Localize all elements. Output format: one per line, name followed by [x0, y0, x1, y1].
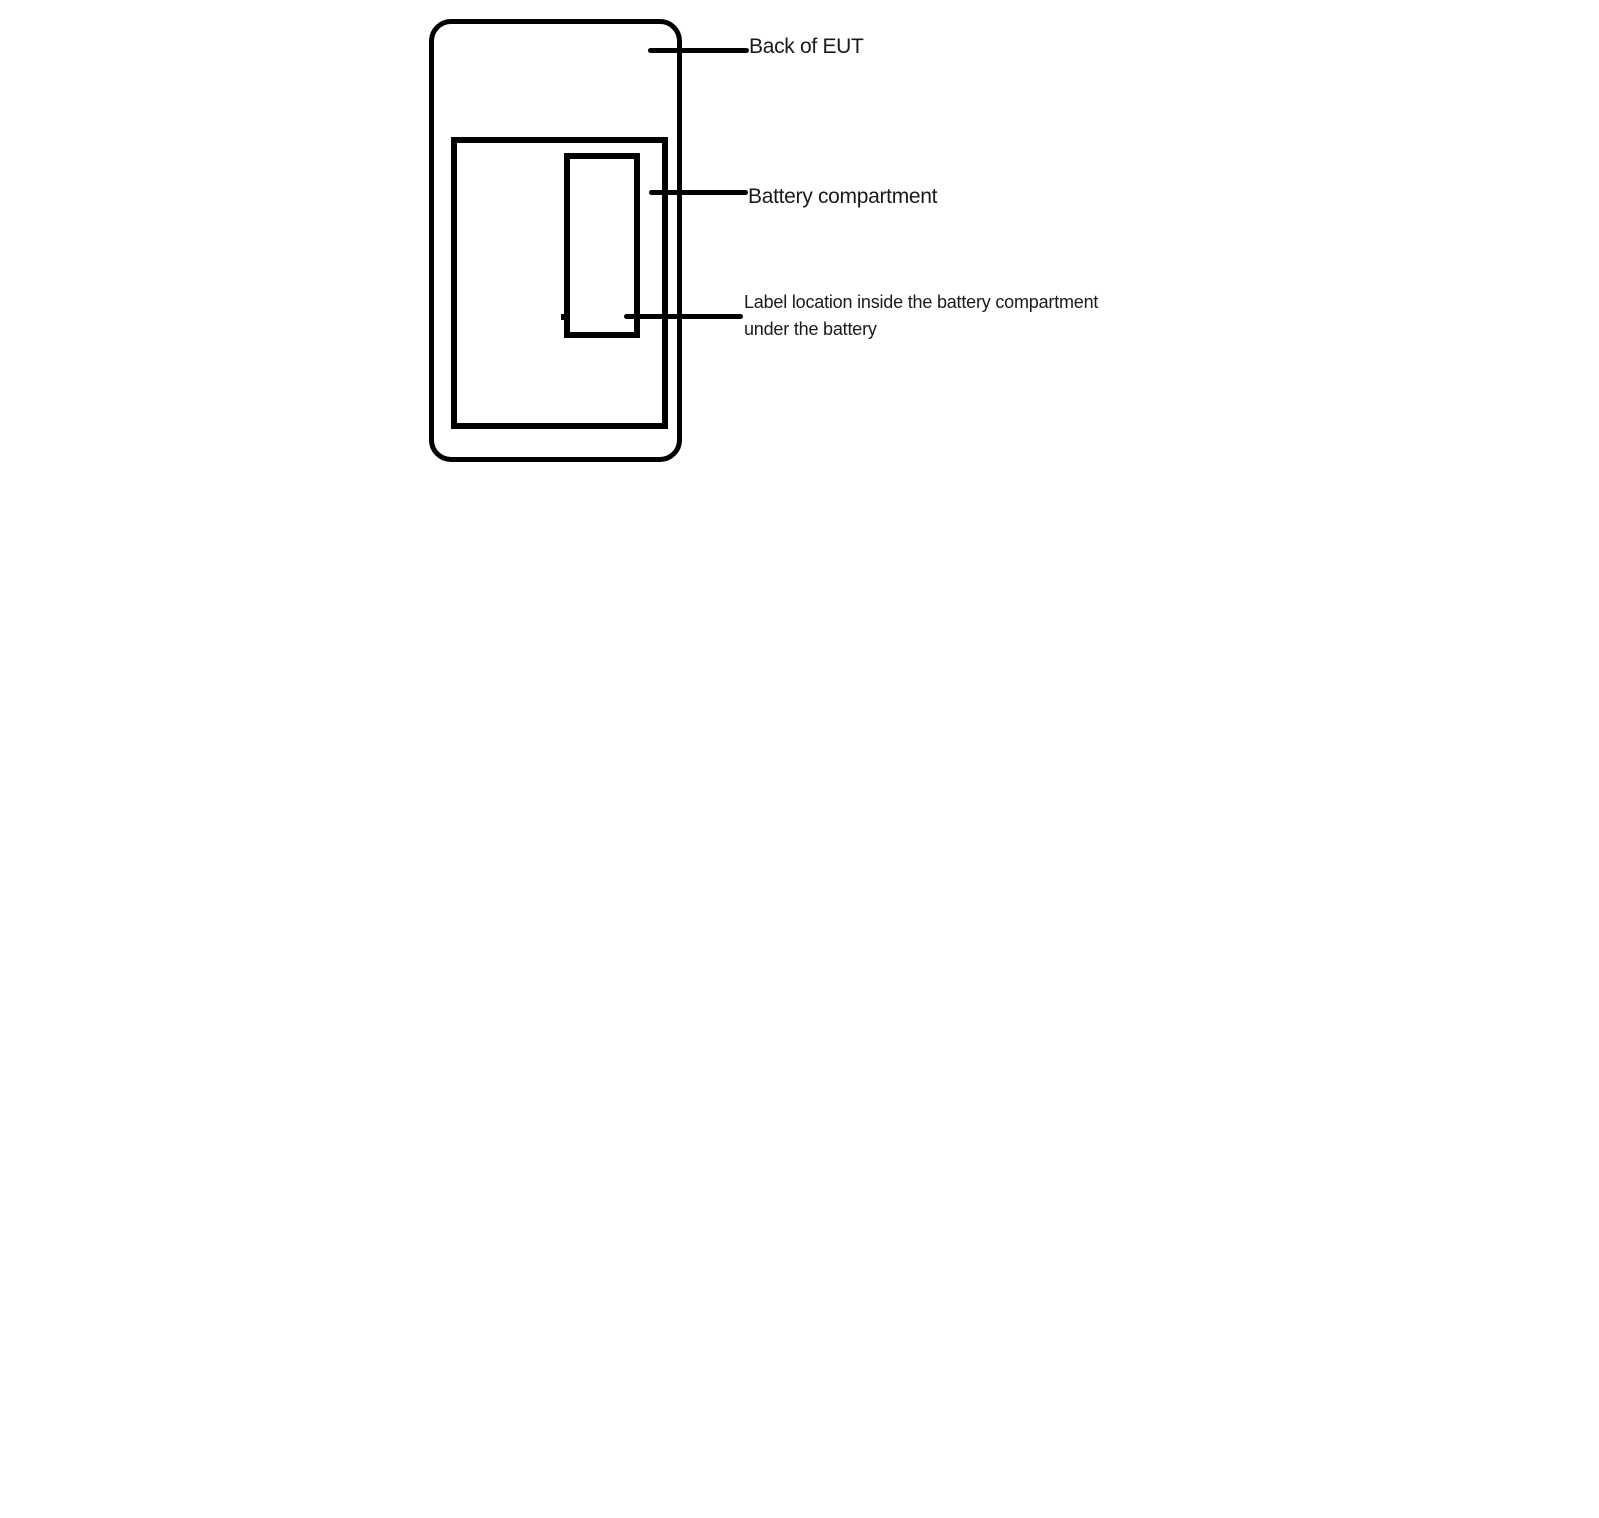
label-location-caption	[744, 289, 1098, 343]
leader-line-battery-compartment	[649, 190, 748, 195]
label-location-caption-line1: Label location inside the battery compartment	[744, 292, 1099, 312]
back-of-eut-label: Back of EUT	[749, 35, 864, 58]
label-location-rect	[564, 153, 640, 338]
label-location-caption-line2: under the battery	[744, 319, 877, 339]
leader-line-back-of-eut	[648, 48, 749, 53]
leader-line-label-location	[624, 314, 743, 319]
battery-compartment-label: Battery compartment	[748, 185, 938, 208]
stray-tick-mark	[561, 314, 564, 320]
